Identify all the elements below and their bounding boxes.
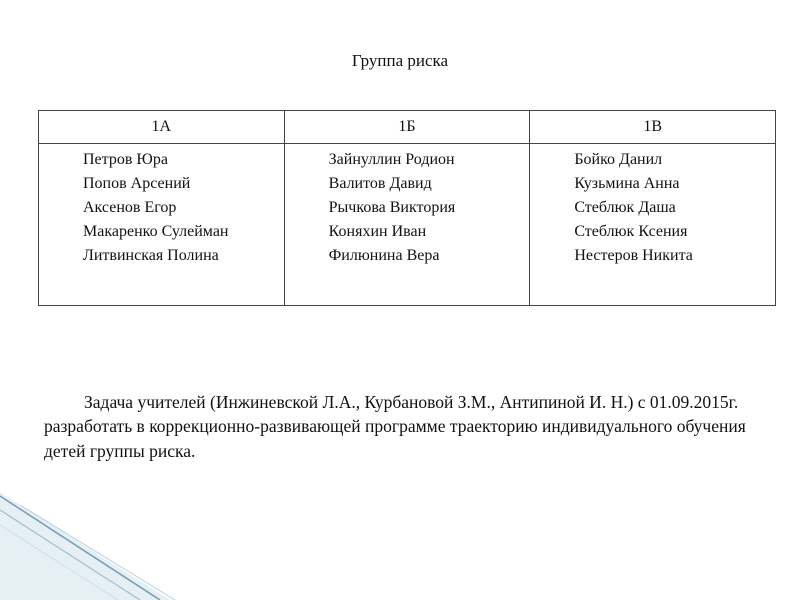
student-name: Макаренко Сулейман [83, 223, 229, 240]
student-name: Нестеров Никита [574, 247, 693, 264]
wave-line-2 [0, 510, 140, 600]
student-name: Литвинская Полина [83, 247, 219, 264]
names-cell-1v [530, 144, 776, 306]
column-header-1a: 1А [39, 111, 285, 144]
task-paragraph: Задача учителей (Инжиневской Л.А., Курбановой З.М., Антипиной И. Н.) с 01.09.2015г. разработать в коррекционно-развивающей программе траекторию индивидуального обучения детей группы риска. [44, 391, 746, 461]
student-name: Аксенов Егор [83, 199, 177, 216]
wave-light-band [0, 492, 170, 600]
student-name: Зайнуллин Родион [328, 151, 455, 168]
student-name: Рычкова Виктория [328, 199, 456, 216]
wave-line-4 [0, 525, 118, 600]
student-name: Валитов Давид [328, 175, 432, 192]
wave-line-3 [20, 505, 175, 600]
column-header-1b: 1Б [284, 111, 530, 144]
table-row [39, 144, 776, 306]
risk-group-table [38, 110, 776, 306]
table-header-row [39, 111, 776, 144]
names-cell-1b [284, 144, 530, 306]
student-name: Стеблюк Ксения [574, 223, 688, 240]
column-header-1v: 1В [530, 111, 776, 144]
student-name: Бойко Данил [574, 151, 663, 168]
names-cell-1a [39, 144, 285, 306]
student-name: Коняхин Иван [328, 223, 427, 240]
student-name: Петров Юра [83, 151, 168, 168]
page-title: Группа риска [351, 51, 449, 70]
student-name: Попов Арсений [83, 175, 191, 192]
student-name: Кузьмина Анна [574, 175, 680, 192]
student-name: Филюнина Вера [328, 247, 440, 264]
student-name: Стеблюк Даша [574, 199, 676, 216]
wave-line-1 [0, 496, 160, 600]
